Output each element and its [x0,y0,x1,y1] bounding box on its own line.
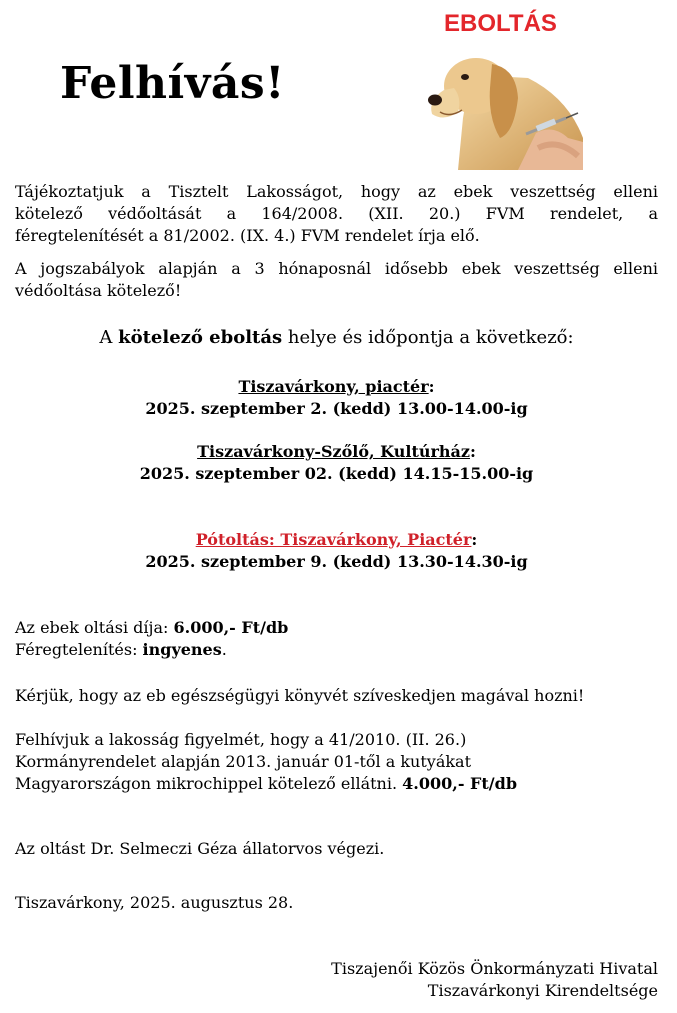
intro-line: féregtelenítését a 81/2002. (IX. 4.) FVM rendelet írja elő. [15,226,480,245]
signature-line: Tiszavárkonyi Kirendeltsége [427,981,658,1000]
chip-price: 4.000,- Ft/db [402,774,518,793]
document-date: Tiszavárkony, 2025. augusztus 28. [15,893,294,912]
makeup-place: Pótoltás: Tiszavárkony, Piactér [195,530,472,549]
vaccination-poster [418,10,583,170]
signature-line: Tiszajenői Közös Önkormányzati Hivatal [331,959,658,978]
makeup-block [15,529,658,573]
makeup-time: 2025. szeptember 9. (kedd) 13.30-14.30-ig [145,552,528,571]
location-block [15,376,658,420]
heading-bold: kötelező eboltás [118,327,283,348]
schedule-heading [15,326,658,350]
deworm-value: ingyenes [142,640,222,659]
intro-line: Tájékoztatjuk a Tisztelt Lakosságot, hogy az ebek veszettség elleni [15,182,658,201]
page-title: Felhívás! [60,58,285,109]
fee-label: Az ebek oltási díja: [15,618,174,637]
deworm-label: Féregtelenítés: [15,640,143,659]
intro-line: védőoltása kötelező! [15,281,182,300]
deworm-end: . [221,640,227,659]
location-place: Tiszavárkony, piactér [238,377,429,396]
heading-text: A [99,327,119,348]
location-block [15,441,658,485]
location-colon: : [428,377,435,396]
booklet-notice: Kérjük, hogy az eb egészségügyi könyvét szíveskedjen magával hozni! [15,686,585,705]
fee-block [15,617,658,661]
intro-line: A jogszabályok alapján a 3 hónaposnál idősebb ebek veszettség elleni [15,259,658,278]
microchip-notice [15,729,658,795]
location-colon: : [469,442,476,461]
intro-line: kötelező védőoltását a 164/2008. (XII. 20.) FVM rendelet, a [15,204,658,223]
signature-block [15,958,658,1002]
location-place: Tiszavárkony-Szőlő, Kultúrház [197,442,470,461]
heading-text: helye és időpontja a következő: [282,327,574,348]
poster-label: EBOLTÁS [444,10,557,37]
makeup-colon: : [471,530,478,549]
chip-line: Kormányrendelet alapján 2013. január 01-től a kutyákat [15,752,472,771]
chip-line: Felhívjuk a lakosság figyelmét, hogy a 41/2010. (II. 26.) [15,730,467,749]
regulation-paragraph [15,258,658,302]
location-time: 2025. szeptember 2. (kedd) 13.00-14.00-ig [145,399,528,418]
vet-notice: Az oltást Dr. Selmeczi Géza állatorvos végezi. [15,839,385,858]
chip-line: Magyarországon mikrochippel kötelező ellátni. [15,774,403,793]
intro-paragraph [15,181,658,247]
location-time: 2025. szeptember 02. (kedd) 14.15-15.00-ig [139,464,534,483]
fee-value: 6.000,- Ft/db [173,618,289,637]
dog-vaccination-icon [418,38,583,170]
